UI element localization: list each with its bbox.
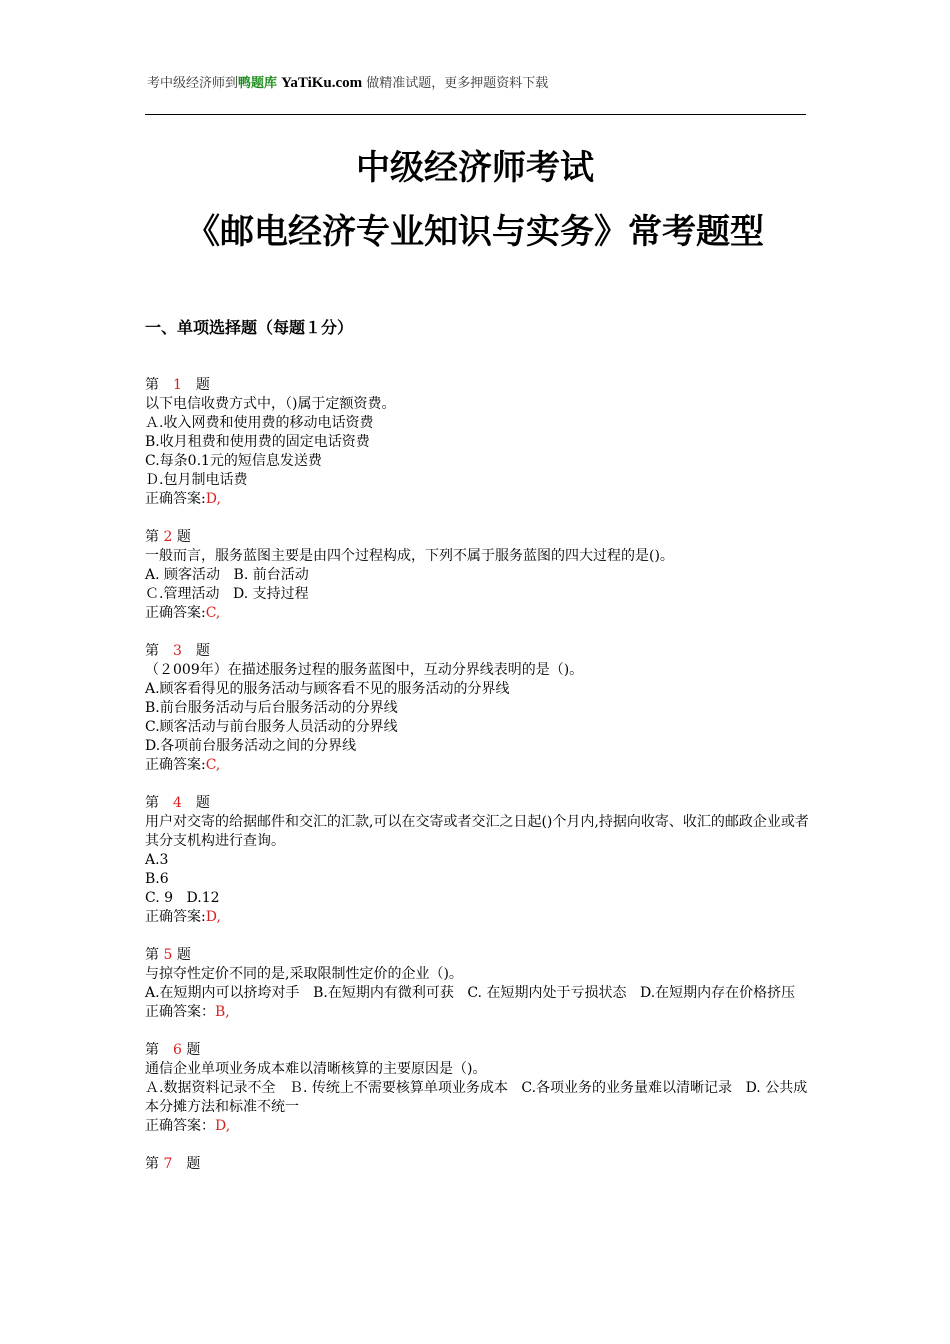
answer-value: D,	[205, 909, 221, 925]
question-label-suffix: 题	[172, 947, 191, 963]
question-label-prefix: 第	[145, 529, 164, 545]
question-item	[145, 946, 810, 1022]
question-label-prefix: 第	[145, 377, 173, 393]
answer-label: 正确答案：	[145, 1118, 215, 1134]
question-label-prefix: 第	[145, 643, 173, 659]
question-item	[145, 376, 810, 509]
question-option: Ａ.收入网费和使用费的移动电话资费	[145, 415, 374, 431]
question-text: 一般而言，服务蓝图主要是由四个过程构成，下列不属于服务蓝图的四大过程的是()。	[145, 548, 674, 564]
question-label-suffix: 题	[172, 529, 191, 545]
question-option: A.在短期内可以挤垮对手ﾠB.在短期内有微利可获ﾠC. 在短期内处于亏损状态ﾠD.在短期内存在价格挤压	[145, 985, 796, 1001]
question-item	[145, 528, 810, 623]
question-option: Ａ.数据资料记录不全ﾠＢ. 传统上不需要核算单项业务成本ﾠC.各项业务的业务量难以清晰记录ﾠD. 公共成本分摊方法和标准不统一	[145, 1080, 808, 1115]
answer-label: 正确答案:	[145, 605, 206, 621]
question-num: 3	[173, 643, 182, 659]
banner-prefix: 考中级经济师到	[147, 76, 239, 91]
question-option: Ｃ.管理活动ﾠD. 支持过程	[145, 586, 309, 602]
page-title: 中级经济师考试	[356, 148, 594, 188]
correct-answer	[145, 1003, 810, 1022]
site-banner	[147, 72, 548, 92]
question-label-suffix: 题	[181, 643, 210, 659]
question-label-prefix: 第	[145, 947, 164, 963]
correct-answer	[145, 604, 810, 623]
question-label-prefix: 第	[145, 1042, 173, 1058]
question-list	[145, 376, 810, 1193]
question-option: C. 9ﾠD.12	[145, 890, 220, 906]
question-item	[145, 642, 810, 775]
question-label-prefix: 第	[145, 795, 173, 811]
banner-site: YaTiKu.com	[281, 75, 363, 91]
header-rule	[145, 114, 806, 115]
question-number	[145, 528, 810, 547]
question-option: B.6	[145, 871, 169, 887]
question-num: 2	[163, 529, 173, 545]
question-number	[145, 946, 810, 965]
question-option: A.3	[145, 852, 169, 868]
question-number	[145, 1155, 810, 1174]
answer-value: C,	[205, 757, 221, 773]
question-item	[145, 1041, 810, 1136]
question-num: 7	[163, 1156, 173, 1172]
question-option: B.收月租费和使用费的固定电话资费	[145, 434, 370, 450]
question-text: 通信企业单项业务成本难以清晰核算的主要原因是（)。	[145, 1061, 487, 1077]
answer-value: D,	[205, 491, 221, 507]
correct-answer	[145, 490, 810, 509]
question-num: 5	[163, 947, 173, 963]
question-item	[145, 794, 810, 927]
question-number	[145, 642, 810, 661]
question-text: （２009年）在描述服务过程的服务蓝图中，互动分界线表明的是（)。	[145, 662, 584, 678]
question-option: C.顾客活动与前台服务人员活动的分界线	[145, 719, 398, 735]
question-label-suffix: 题	[181, 1042, 201, 1058]
answer-value: B,	[215, 1004, 230, 1020]
answer-label: 正确答案：	[145, 1004, 215, 1020]
question-label-prefix: 第	[145, 1156, 164, 1172]
answer-label: 正确答案:	[145, 757, 206, 773]
question-label-suffix: 题	[172, 1156, 201, 1172]
correct-answer	[145, 1117, 810, 1136]
question-num: 1	[173, 377, 182, 393]
question-item	[145, 1155, 810, 1174]
correct-answer	[145, 756, 810, 775]
answer-value: C,	[205, 605, 221, 621]
question-option: Ｄ.包月制电话费	[145, 472, 248, 488]
answer-label: 正确答案:	[145, 909, 206, 925]
question-option: C.每条0.1元的短信息发送费	[145, 453, 322, 469]
question-text: 用户对交寄的给据邮件和交汇的汇款,可以在交寄或者交汇之日起()个月内,持据向收寄、收汇的邮政企业或者其分支机构进行查询。	[145, 814, 809, 849]
page-subtitle: 《邮电经济专业知识与实务》常考题型	[186, 212, 764, 252]
question-text: 与掠夺性定价不同的是,采取限制性定价的企业（)。	[145, 966, 463, 982]
answer-value: D,	[215, 1118, 231, 1134]
question-option: B.前台服务活动与后台服务活动的分界线	[145, 700, 398, 716]
banner-suffix: 做精准试题，更多押题资料下载	[366, 76, 549, 91]
question-number	[145, 376, 810, 395]
question-num: 4	[173, 795, 182, 811]
question-label-suffix: 题	[181, 795, 210, 811]
question-number	[145, 1041, 810, 1060]
question-number	[145, 794, 810, 813]
question-label-suffix: 题	[181, 377, 210, 393]
question-text: 以下电信收费方式中，（)属于定额资费。	[145, 396, 396, 412]
question-option: D.各项前台服务活动之间的分界线	[145, 738, 357, 754]
question-num: 6	[173, 1042, 182, 1058]
banner-brand: 鸭题库	[238, 76, 278, 91]
answer-label: 正确答案:	[145, 491, 206, 507]
question-option: A.顾客看得见的服务活动与顾客看不见的服务活动的分界线	[145, 681, 510, 697]
question-option: A. 顾客活动ﾠB. 前台活动	[145, 567, 309, 583]
section-heading: 一、单项选择题（每题１分）	[145, 318, 354, 337]
correct-answer	[145, 908, 810, 927]
